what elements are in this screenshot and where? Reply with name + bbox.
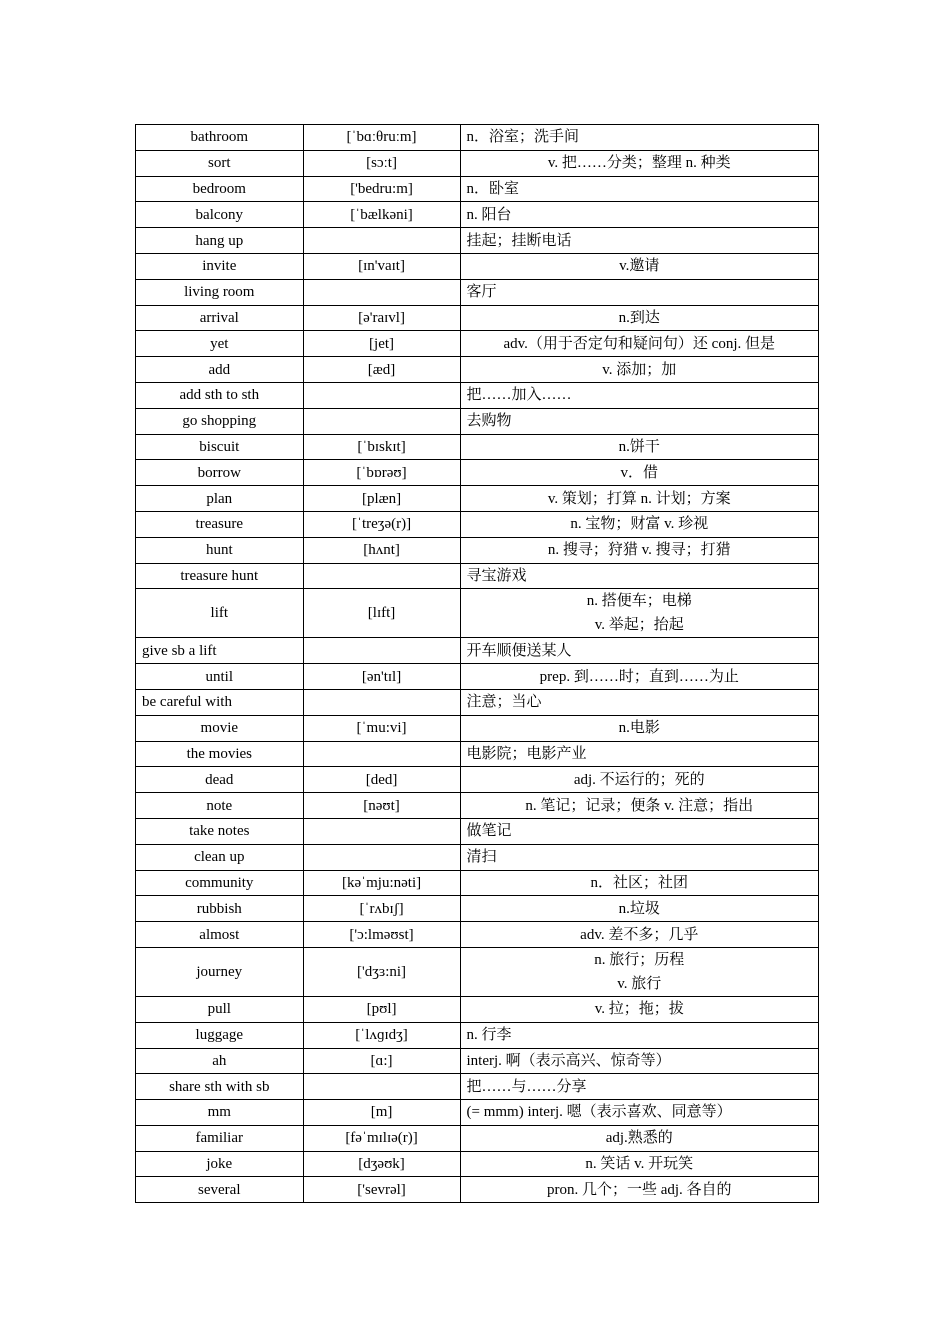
phonetic-cell: [ˈmu:vi]	[303, 715, 460, 741]
phonetic-cell: [ˈbɒrəʊ]	[303, 460, 460, 486]
meaning-cell	[460, 1125, 818, 1151]
table-row	[136, 125, 819, 151]
phonetic-cell	[303, 279, 460, 305]
meaning-cell	[460, 202, 818, 228]
phonetic-cell: [nəʊt]	[303, 793, 460, 819]
phonetic-cell: ['bedru:m]	[303, 176, 460, 202]
phonetic-cell	[303, 741, 460, 767]
meaning-cell	[460, 176, 818, 202]
meaning-line: pron. 几个；一些 adj. 各自的	[546, 1181, 732, 1198]
meaning-line: adj. 不运行的；死的	[573, 771, 705, 788]
meaning-line: 开车顺便送某人	[466, 642, 572, 659]
word-cell: until	[136, 664, 304, 690]
table-row	[136, 228, 819, 254]
meaning-cell	[460, 305, 818, 331]
table-row	[136, 1048, 819, 1074]
phonetic-cell: [fəˈmɪlɪə(r)]	[303, 1125, 460, 1151]
table-row	[136, 870, 819, 896]
meaning-line: n．卧室	[466, 180, 520, 197]
meaning-cell	[460, 1074, 818, 1100]
meaning-cell	[460, 331, 818, 357]
table-row	[136, 150, 819, 176]
meaning-cell	[460, 793, 818, 819]
meaning-line: 注意；当心	[466, 694, 542, 711]
table-row	[136, 741, 819, 767]
phonetic-cell: [ˈbælkəni]	[303, 202, 460, 228]
meaning-line: n. 宝物；财富 v. 珍视	[570, 516, 709, 533]
meaning-line: v. 把……分类；整理 n. 种类	[547, 155, 731, 172]
meaning-cell	[460, 896, 818, 922]
meaning-cell	[460, 408, 818, 434]
word-cell: community	[136, 870, 304, 896]
meaning-cell	[460, 434, 818, 460]
table-row	[136, 689, 819, 715]
meaning-line: 客厅	[466, 284, 497, 301]
phonetic-cell: [hʌnt]	[303, 537, 460, 563]
table-row	[136, 664, 819, 690]
phonetic-cell: [pʊl]	[303, 996, 460, 1022]
table-row	[136, 1074, 819, 1100]
phonetic-cell: [ən'tɪl]	[303, 664, 460, 690]
table-row	[136, 638, 819, 664]
meaning-line: n. 阳台	[466, 206, 512, 223]
phonetic-cell	[303, 228, 460, 254]
meaning-cell	[460, 664, 818, 690]
vocabulary-table-body	[136, 125, 819, 1203]
table-row	[136, 511, 819, 537]
table-row	[136, 844, 819, 870]
meaning-line: v. 旅行	[617, 975, 662, 992]
word-cell: ah	[136, 1048, 304, 1074]
meaning-cell	[460, 844, 818, 870]
meaning-line: n．浴室；洗手间	[466, 129, 580, 146]
word-cell: treasure hunt	[136, 563, 304, 589]
word-cell: movie	[136, 715, 304, 741]
meaning-line: 电影院；电影产业	[466, 745, 587, 762]
meaning-cell	[460, 767, 818, 793]
table-row	[136, 589, 819, 638]
meaning-line: n. 搜寻；狩猎 v. 搜寻；打猎	[547, 542, 731, 559]
table-row	[136, 382, 819, 408]
vocabulary-table	[135, 124, 819, 1203]
meaning-cell	[460, 1100, 818, 1126]
word-cell: borrow	[136, 460, 304, 486]
word-cell: take notes	[136, 818, 304, 844]
meaning-cell	[460, 818, 818, 844]
meaning-line: 做笔记	[466, 823, 512, 840]
phonetic-cell: ['ɔ:lməʊst]	[303, 922, 460, 948]
table-row	[136, 1151, 819, 1177]
phonetic-cell: ['dʒɜ:ni]	[303, 947, 460, 996]
phonetic-cell	[303, 844, 460, 870]
word-cell: arrival	[136, 305, 304, 331]
table-row	[136, 176, 819, 202]
meaning-cell	[460, 870, 818, 896]
phonetic-cell: [ˈlʌɡɪdʒ]	[303, 1022, 460, 1048]
meaning-line: v．借	[620, 464, 659, 481]
table-row	[136, 1022, 819, 1048]
word-cell: luggage	[136, 1022, 304, 1048]
word-cell: plan	[136, 486, 304, 512]
phonetic-cell	[303, 408, 460, 434]
table-row	[136, 305, 819, 331]
word-cell: hang up	[136, 228, 304, 254]
phonetic-cell: [plæn]	[303, 486, 460, 512]
word-cell: journey	[136, 947, 304, 996]
phonetic-cell: [æd]	[303, 357, 460, 383]
word-cell: yet	[136, 331, 304, 357]
meaning-line: n. 搭便车；电梯	[586, 593, 692, 610]
table-row	[136, 767, 819, 793]
meaning-cell	[460, 357, 818, 383]
meaning-cell	[460, 996, 818, 1022]
meaning-line: v.邀请	[619, 258, 660, 275]
table-row	[136, 818, 819, 844]
phonetic-cell: [lɪft]	[303, 589, 460, 638]
meaning-cell	[460, 1022, 818, 1048]
word-cell: add sth to sth	[136, 382, 304, 408]
phonetic-cell: [ˈtreʒə(r)]	[303, 511, 460, 537]
meaning-cell	[460, 1048, 818, 1074]
phonetic-cell: [ˈbɑːθruːm]	[303, 125, 460, 151]
table-row	[136, 253, 819, 279]
word-cell: almost	[136, 922, 304, 948]
word-cell: biscuit	[136, 434, 304, 460]
meaning-line: 寻宝游戏	[466, 567, 527, 584]
word-cell: add	[136, 357, 304, 383]
meaning-line: n.垃圾	[618, 900, 660, 917]
meaning-line: n. 笔记；记录；便条 v. 注意；指出	[525, 797, 754, 814]
phonetic-cell: [ə'raɪvl]	[303, 305, 460, 331]
word-cell: familiar	[136, 1125, 304, 1151]
phonetic-cell	[303, 689, 460, 715]
word-cell: share sth with sb	[136, 1074, 304, 1100]
table-row	[136, 357, 819, 383]
phonetic-cell: ['sevrəl]	[303, 1177, 460, 1203]
phonetic-cell: [ˈrʌbɪʃ]	[303, 896, 460, 922]
meaning-cell	[460, 689, 818, 715]
word-cell: the movies	[136, 741, 304, 767]
table-row	[136, 537, 819, 563]
word-cell: dead	[136, 767, 304, 793]
meaning-cell	[460, 125, 818, 151]
meaning-cell	[460, 947, 818, 996]
phonetic-cell: [jet]	[303, 331, 460, 357]
word-cell: be careful with	[136, 689, 304, 715]
meaning-cell	[460, 460, 818, 486]
word-cell: give sb a lift	[136, 638, 304, 664]
phonetic-cell: [sɔːt]	[303, 150, 460, 176]
meaning-line: v. 策划；打算 n. 计划；方案	[547, 490, 731, 507]
table-row	[136, 1100, 819, 1126]
meaning-cell	[460, 382, 818, 408]
meaning-line: 清扫	[466, 849, 497, 866]
meaning-line: n. 行李	[466, 1027, 512, 1044]
word-cell: lift	[136, 589, 304, 638]
word-cell: bedroom	[136, 176, 304, 202]
meaning-cell	[460, 537, 818, 563]
table-row	[136, 460, 819, 486]
meaning-line: v. 添加；加	[602, 361, 677, 378]
table-row	[136, 202, 819, 228]
phonetic-cell: [ˈbɪskɪt]	[303, 434, 460, 460]
word-cell: clean up	[136, 844, 304, 870]
table-row	[136, 331, 819, 357]
meaning-line: prep. 到……时；直到……为止	[539, 668, 739, 685]
meaning-cell	[460, 511, 818, 537]
meaning-line: n. 旅行；历程	[594, 951, 685, 968]
table-row	[136, 486, 819, 512]
meaning-line: n.电影	[618, 720, 660, 737]
word-cell: go shopping	[136, 408, 304, 434]
meaning-cell	[460, 715, 818, 741]
meaning-line: (= mmm) interj. 嗯（表示喜欢、同意等）	[466, 1104, 732, 1121]
meaning-line: 把……加入……	[466, 387, 572, 404]
word-cell: pull	[136, 996, 304, 1022]
meaning-cell	[460, 1177, 818, 1203]
meaning-line: adv.（用于否定句和疑问句）还 conj. 但是	[503, 335, 776, 352]
phonetic-cell	[303, 382, 460, 408]
meaning-line: interj. 啊（表示高兴、惊奇等）	[466, 1052, 671, 1069]
meaning-line: 去购物	[466, 413, 512, 430]
phonetic-cell: [m]	[303, 1100, 460, 1126]
phonetic-cell: [dʒəʊk]	[303, 1151, 460, 1177]
phonetic-cell	[303, 563, 460, 589]
meaning-line: adj.熟悉的	[605, 1130, 673, 1147]
word-cell: bathroom	[136, 125, 304, 151]
meaning-line: n.到达	[618, 309, 660, 326]
phonetic-cell	[303, 818, 460, 844]
meaning-cell	[460, 741, 818, 767]
table-row	[136, 563, 819, 589]
meaning-cell	[460, 563, 818, 589]
table-row	[136, 434, 819, 460]
meaning-cell	[460, 1151, 818, 1177]
table-row	[136, 896, 819, 922]
word-cell: mm	[136, 1100, 304, 1126]
meaning-cell	[460, 486, 818, 512]
word-cell: rubbish	[136, 896, 304, 922]
word-cell: joke	[136, 1151, 304, 1177]
table-row	[136, 715, 819, 741]
meaning-cell	[460, 589, 818, 638]
meaning-line: 挂起；挂断电话	[466, 232, 572, 249]
word-cell: invite	[136, 253, 304, 279]
phonetic-cell: [ɑ:]	[303, 1048, 460, 1074]
meaning-cell	[460, 253, 818, 279]
meaning-cell	[460, 638, 818, 664]
phonetic-cell	[303, 638, 460, 664]
meaning-line: v. 拉；拖；拔	[594, 1001, 684, 1018]
table-row	[136, 793, 819, 819]
word-cell: balcony	[136, 202, 304, 228]
phonetic-cell: [ded]	[303, 767, 460, 793]
meaning-line: n．社区；社团	[590, 874, 689, 891]
meaning-cell	[460, 279, 818, 305]
table-row	[136, 922, 819, 948]
word-cell: hunt	[136, 537, 304, 563]
meaning-cell	[460, 228, 818, 254]
meaning-line: v. 举起；抬起	[594, 617, 684, 634]
phonetic-cell: [kəˈmju:nəti]	[303, 870, 460, 896]
table-row	[136, 947, 819, 996]
meaning-cell	[460, 150, 818, 176]
word-cell: sort	[136, 150, 304, 176]
table-row	[136, 1125, 819, 1151]
word-cell: several	[136, 1177, 304, 1203]
phonetic-cell: [ɪn'vaɪt]	[303, 253, 460, 279]
table-row	[136, 408, 819, 434]
word-cell: note	[136, 793, 304, 819]
phonetic-cell	[303, 1074, 460, 1100]
meaning-line: n. 笑话 v. 开玩笑	[585, 1156, 694, 1173]
word-cell: living room	[136, 279, 304, 305]
table-row	[136, 279, 819, 305]
meaning-line: 把……与……分享	[466, 1078, 587, 1095]
meaning-line: n.饼干	[618, 438, 660, 455]
word-cell: treasure	[136, 511, 304, 537]
meaning-line: adv. 差不多；几乎	[580, 926, 699, 943]
table-row	[136, 1177, 819, 1203]
table-row	[136, 996, 819, 1022]
meaning-cell	[460, 922, 818, 948]
